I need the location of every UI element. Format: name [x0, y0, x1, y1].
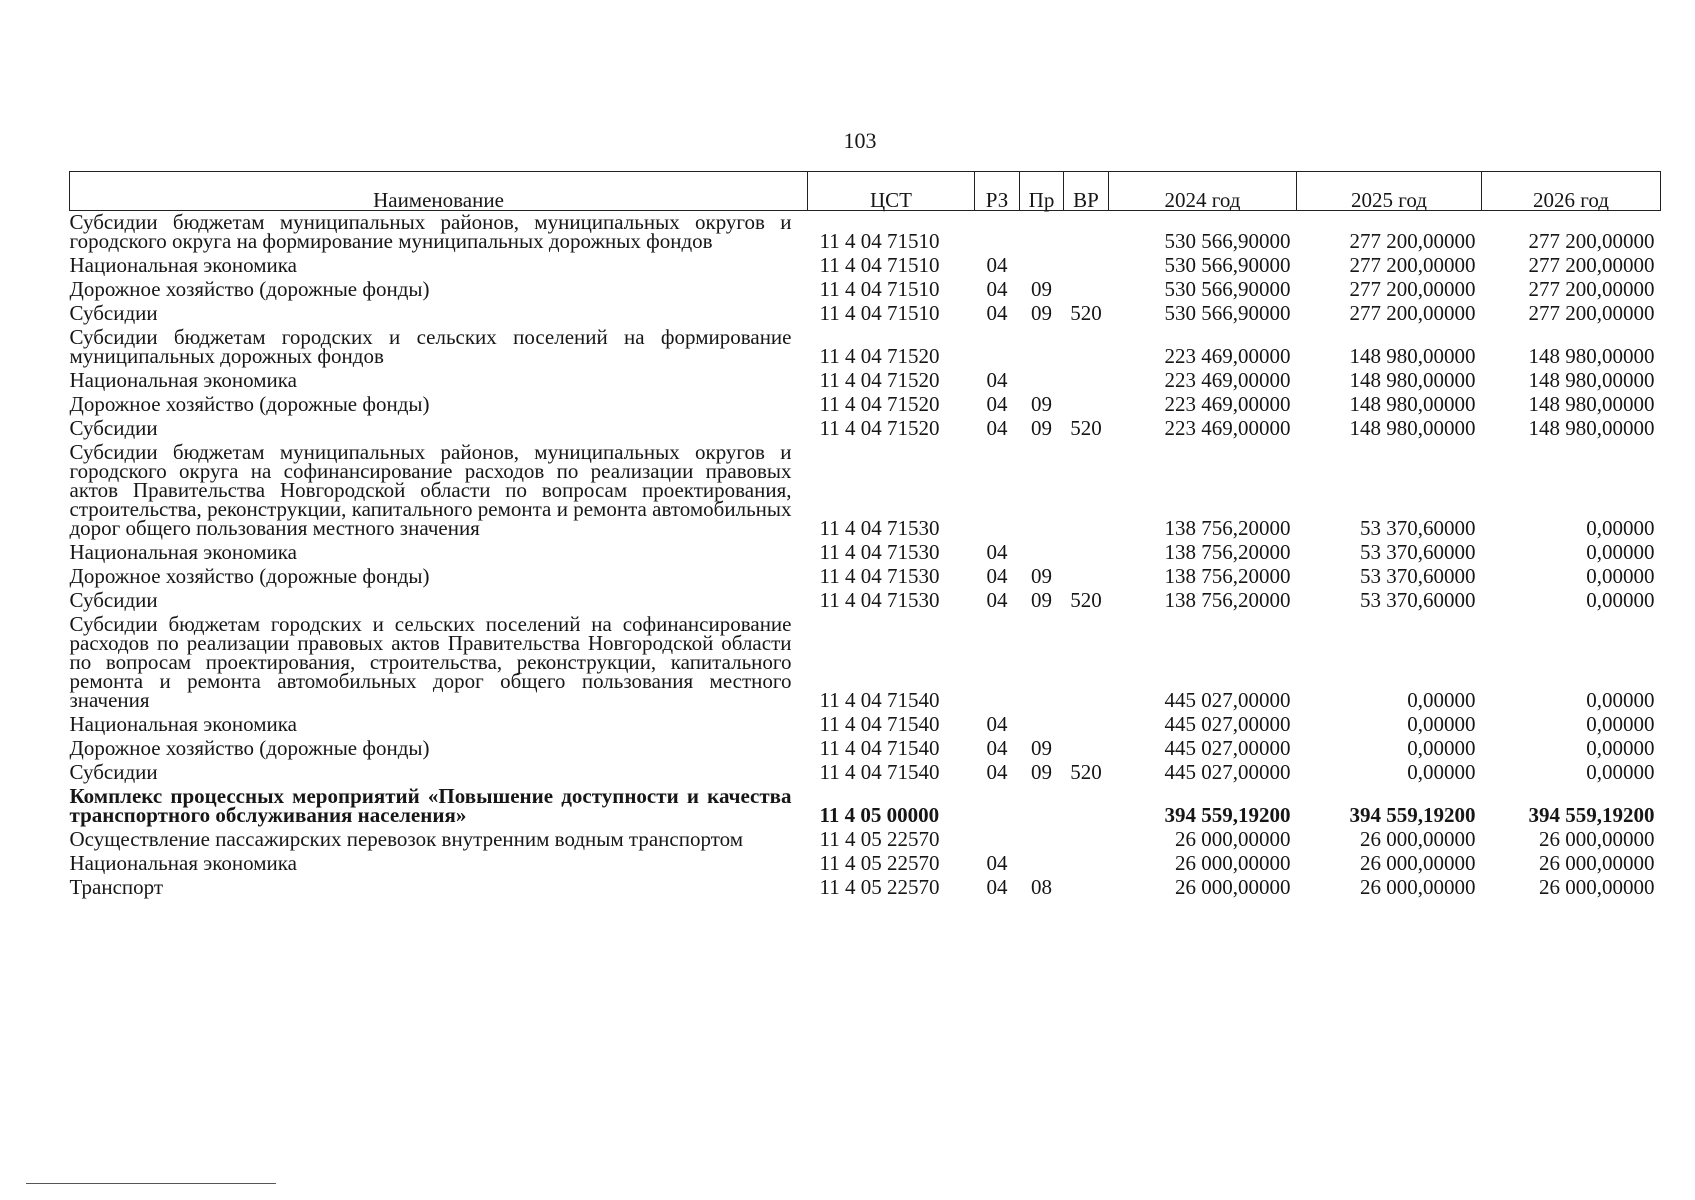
cell-cst: 11 4 04 71520: [819, 368, 940, 392]
cell-cst: 11 4 05 00000: [819, 803, 940, 827]
cell-cst: 11 4 04 71530: [819, 516, 940, 540]
table-row: [70, 737, 1661, 761]
cell-rz: [975, 441, 1020, 541]
header-2025: 2025 год: [1297, 172, 1482, 211]
cell-y2024: 223 469,00000: [1164, 392, 1291, 416]
cell-y2025: 26 000,00000: [1360, 851, 1476, 875]
cell-y2026: 394 559,19200: [1528, 803, 1655, 827]
cell-name: Комплекс процессных мероприятий «Повышение доступности и качества транспортного обслуживания населения»: [69, 784, 792, 827]
cell-y2024: 26 000,00000: [1175, 827, 1291, 851]
cell-name: Субсидии бюджетам городских и сельских поселений на формирование муниципальных дорожных фондов: [69, 325, 792, 368]
cell-rz: 04: [986, 253, 1008, 277]
cell-cst: 11 4 05 22570: [819, 851, 940, 875]
table-row: [70, 254, 1661, 278]
cell-pr: 08: [1031, 875, 1052, 899]
table-row: [70, 828, 1661, 852]
cell-vr: [1064, 613, 1109, 713]
cell-y2026: 0,00000: [1586, 588, 1655, 612]
cell-cst: 11 4 04 71520: [819, 344, 940, 368]
cell-y2026: 148 980,00000: [1528, 416, 1655, 440]
cell-pr: [1020, 211, 1064, 255]
cell-rz: 04: [986, 851, 1008, 875]
table-row: [70, 326, 1661, 369]
cell-name: Субсидии бюджетам городских и сельских поселений на софинансирование расходов по реализации правовых актов Правительства Новгородской области по вопросам проектирования, строительства, реконструкции, капитального ремонта и ремонта автомобильных дорог общего пользования местного значения: [69, 612, 792, 712]
cell-cst: 11 4 05 22570: [819, 827, 940, 851]
cell-y2025: 53 370,60000: [1360, 516, 1476, 540]
cell-y2025: 277 200,00000: [1349, 277, 1476, 301]
cell-pr: [1020, 254, 1064, 278]
cell-y2024: 138 756,20000: [1164, 588, 1291, 612]
cell-vr: [1064, 713, 1109, 737]
cell-pr: 09: [1031, 392, 1052, 416]
table-row: [70, 441, 1661, 541]
cell-y2026: 148 980,00000: [1528, 392, 1655, 416]
cell-rz: 04: [986, 416, 1008, 440]
cell-y2025: 26 000,00000: [1360, 827, 1476, 851]
cell-rz: 04: [986, 368, 1008, 392]
cell-name: Национальная экономика: [69, 540, 297, 564]
cell-y2025: 0,00000: [1407, 688, 1476, 712]
cell-y2025: 394 559,19200: [1349, 803, 1476, 827]
cell-y2026: 148 980,00000: [1528, 344, 1655, 368]
cell-y2024: 138 756,20000: [1164, 540, 1291, 564]
cell-name: Субсидии: [69, 760, 158, 784]
cell-name: Дорожное хозяйство (дорожные фонды): [69, 564, 430, 588]
cell-cst: 11 4 04 71540: [819, 712, 940, 736]
header-2026: 2026 год: [1482, 172, 1661, 211]
cell-y2026: 0,00000: [1586, 688, 1655, 712]
cell-pr: 09: [1031, 588, 1052, 612]
cell-y2024: 223 469,00000: [1164, 344, 1291, 368]
cell-y2025: 277 200,00000: [1349, 301, 1476, 325]
cell-y2025: 148 980,00000: [1349, 416, 1476, 440]
cell-name: Субсидии бюджетам муниципальных районов, муниципальных округов и городского округа на софинансирование расходов по реализации правовых актов Правительства Новгородской области по вопросам проектирования, строительства, реконструкции, капитального ремонта и ремонта автомобильных дорог общего пользования местного значения: [69, 440, 792, 540]
cell-cst: 11 4 04 71520: [819, 416, 940, 440]
table-row: [70, 541, 1661, 565]
cell-y2025: 0,00000: [1407, 712, 1476, 736]
cell-y2024: 530 566,90000: [1164, 277, 1291, 301]
page-number: 103: [843, 128, 877, 153]
cell-cst: 11 4 04 71510: [819, 301, 940, 325]
cell-y2024: 530 566,90000: [1164, 253, 1291, 277]
cell-y2025: 277 200,00000: [1349, 253, 1476, 277]
cell-rz: 04: [986, 875, 1008, 899]
cell-y2024: 223 469,00000: [1164, 416, 1291, 440]
table-row: [70, 393, 1661, 417]
cell-pr: [1020, 541, 1064, 565]
cell-vr: [1064, 278, 1109, 302]
cell-vr: [1064, 737, 1109, 761]
cell-pr: [1020, 441, 1064, 541]
cell-y2025: 26 000,00000: [1360, 875, 1476, 899]
cell-y2025: 0,00000: [1407, 760, 1476, 784]
table-row: [70, 613, 1661, 713]
cell-y2025: 277 200,00000: [1349, 229, 1476, 253]
cell-y2026: 0,00000: [1586, 736, 1655, 760]
header-rz: РЗ: [975, 172, 1020, 211]
table-row: [70, 589, 1661, 613]
cell-rz: [975, 828, 1020, 852]
cell-name: Дорожное хозяйство (дорожные фонды): [69, 736, 430, 760]
cell-y2025: 53 370,60000: [1360, 588, 1476, 612]
cell-name: Национальная экономика: [69, 712, 297, 736]
cell-vr: [1064, 326, 1109, 369]
cell-cst: 11 4 04 71540: [819, 688, 940, 712]
cell-pr: [1020, 613, 1064, 713]
cell-name: Транспорт: [69, 875, 164, 899]
cell-cst: 11 4 04 71530: [819, 564, 940, 588]
cell-pr: 09: [1031, 416, 1052, 440]
cell-rz: 04: [986, 392, 1008, 416]
header-name: Наименование: [70, 172, 808, 211]
cell-cst: 11 4 04 71510: [819, 253, 940, 277]
cell-vr: [1064, 852, 1109, 876]
cell-vr: [1064, 565, 1109, 589]
cell-pr: [1020, 828, 1064, 852]
budget-table: [69, 171, 1661, 900]
cell-y2026: 0,00000: [1586, 516, 1655, 540]
cell-y2026: 0,00000: [1586, 760, 1655, 784]
cell-y2026: 277 200,00000: [1528, 277, 1655, 301]
table-row: [70, 761, 1661, 785]
cell-cst: 11 4 04 71530: [819, 588, 940, 612]
header-vr: ВР: [1064, 172, 1109, 211]
cell-y2024: 445 027,00000: [1164, 688, 1291, 712]
cell-y2024: 223 469,00000: [1164, 368, 1291, 392]
cell-rz: 04: [986, 760, 1008, 784]
cell-pr: [1020, 369, 1064, 393]
cell-y2025: 53 370,60000: [1360, 564, 1476, 588]
cell-pr: [1020, 852, 1064, 876]
cell-pr: [1020, 713, 1064, 737]
cell-vr: [1064, 441, 1109, 541]
cell-rz: [975, 326, 1020, 369]
cell-rz: 04: [986, 736, 1008, 760]
cell-rz: 04: [986, 564, 1008, 588]
cell-y2026: 0,00000: [1586, 564, 1655, 588]
cell-pr: 09: [1031, 736, 1052, 760]
cell-pr: 09: [1031, 301, 1052, 325]
cell-rz: 04: [986, 301, 1008, 325]
cell-y2026: 277 200,00000: [1528, 301, 1655, 325]
cell-y2024: 530 566,90000: [1164, 301, 1291, 325]
cell-pr: [1020, 326, 1064, 369]
cell-y2025: 0,00000: [1407, 736, 1476, 760]
table-row: [70, 302, 1661, 326]
cell-vr: 520: [1070, 416, 1102, 440]
cell-vr: [1064, 369, 1109, 393]
header-pr: Пр: [1020, 172, 1064, 211]
cell-y2024: 26 000,00000: [1175, 875, 1291, 899]
table-row: [70, 713, 1661, 737]
cell-cst: 11 4 05 22570: [819, 875, 940, 899]
header-cst: ЦСТ: [808, 172, 975, 211]
cell-name: Национальная экономика: [69, 253, 297, 277]
table-row: [70, 785, 1661, 828]
cell-cst: 11 4 04 71540: [819, 736, 940, 760]
cell-y2026: 26 000,00000: [1539, 875, 1655, 899]
table-row: [70, 417, 1661, 441]
table-row: [70, 852, 1661, 876]
cell-vr: [1064, 254, 1109, 278]
cell-vr: [1064, 828, 1109, 852]
cell-vr: [1064, 785, 1109, 828]
cell-y2024: 445 027,00000: [1164, 760, 1291, 784]
cell-cst: 11 4 04 71520: [819, 392, 940, 416]
cell-rz: 04: [986, 712, 1008, 736]
cell-vr: [1064, 541, 1109, 565]
cell-y2024: 445 027,00000: [1164, 712, 1291, 736]
cell-cst: 11 4 04 71510: [819, 277, 940, 301]
cell-y2024: 138 756,20000: [1164, 564, 1291, 588]
cell-vr: [1064, 211, 1109, 255]
cell-pr: 09: [1031, 760, 1052, 784]
cell-y2026: 277 200,00000: [1528, 253, 1655, 277]
cell-y2025: 148 980,00000: [1349, 344, 1476, 368]
cell-rz: [975, 211, 1020, 255]
cell-vr: [1064, 393, 1109, 417]
cell-y2024: 394 559,19200: [1164, 803, 1291, 827]
footnote-separator: [26, 1183, 276, 1184]
cell-name: Осуществление пассажирских перевозок внутренним водным транспортом: [69, 827, 743, 851]
cell-rz: 04: [986, 277, 1008, 301]
cell-y2026: 26 000,00000: [1539, 851, 1655, 875]
cell-rz: [975, 785, 1020, 828]
cell-y2026: 26 000,00000: [1539, 827, 1655, 851]
cell-vr: 520: [1070, 588, 1102, 612]
cell-name: Субсидии бюджетам муниципальных районов, муниципальных округов и городского округа на формирование муниципальных дорожных фондов: [69, 210, 792, 253]
cell-y2026: 148 980,00000: [1528, 368, 1655, 392]
cell-name: Дорожное хозяйство (дорожные фонды): [69, 277, 430, 301]
cell-y2025: 148 980,00000: [1349, 392, 1476, 416]
cell-cst: 11 4 04 71510: [819, 229, 940, 253]
cell-y2026: 277 200,00000: [1528, 229, 1655, 253]
table-row: [70, 278, 1661, 302]
cell-vr: 520: [1070, 760, 1102, 784]
table-body: [70, 211, 1661, 901]
cell-name: Национальная экономика: [69, 851, 297, 875]
table-row: [70, 565, 1661, 589]
cell-name: Субсидии: [69, 416, 158, 440]
cell-vr: 520: [1070, 301, 1102, 325]
cell-y2024: 26 000,00000: [1175, 851, 1291, 875]
cell-y2026: 0,00000: [1586, 712, 1655, 736]
cell-rz: 04: [986, 540, 1008, 564]
cell-name: Субсидии: [69, 301, 158, 325]
cell-y2024: 445 027,00000: [1164, 736, 1291, 760]
header-2024: 2024 год: [1109, 172, 1297, 211]
cell-name: Дорожное хозяйство (дорожные фонды): [69, 392, 430, 416]
cell-cst: 11 4 04 71540: [819, 760, 940, 784]
cell-vr: [1064, 876, 1109, 900]
cell-pr: 09: [1031, 564, 1052, 588]
table-row: [70, 876, 1661, 900]
cell-name: Национальная экономика: [69, 368, 297, 392]
cell-y2026: 0,00000: [1586, 540, 1655, 564]
cell-rz: [975, 613, 1020, 713]
cell-pr: [1020, 785, 1064, 828]
table-row: [70, 211, 1661, 255]
cell-rz: 04: [986, 588, 1008, 612]
table-row: [70, 369, 1661, 393]
cell-y2025: 148 980,00000: [1349, 368, 1476, 392]
cell-y2024: 138 756,20000: [1164, 516, 1291, 540]
header-row: [70, 172, 1661, 211]
cell-name: Субсидии: [69, 588, 158, 612]
cell-y2025: 53 370,60000: [1360, 540, 1476, 564]
cell-y2024: 530 566,90000: [1164, 229, 1291, 253]
cell-pr: 09: [1031, 277, 1052, 301]
cell-cst: 11 4 04 71530: [819, 540, 940, 564]
